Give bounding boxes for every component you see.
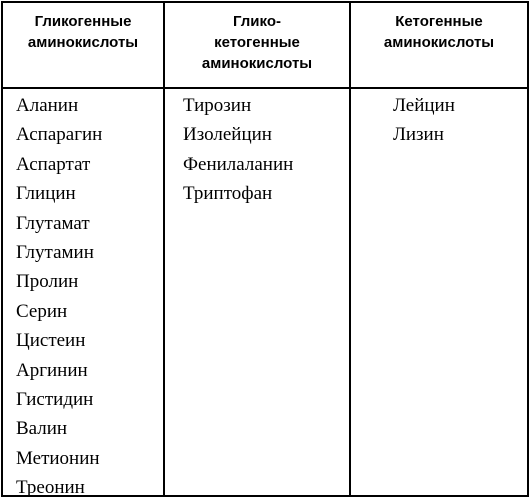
list-item: Гистидин (16, 389, 94, 411)
header-glucogenic (3, 11, 163, 53)
header-gluco-ketogenic-line-2: кетогенные (214, 34, 300, 51)
list-item: Аланин (16, 95, 79, 116)
list-item: Фенилаланин (183, 153, 294, 175)
header-gluco-ketogenic-line-3: аминокислоты (201, 55, 313, 72)
list-item: Изолейцин (183, 124, 272, 146)
column-divider-1 (163, 3, 165, 495)
list-item: Аспарагин (16, 124, 103, 146)
header-ketogenic (351, 11, 527, 53)
list-item: Глутамин (16, 242, 94, 264)
list-item: Валин (16, 418, 68, 440)
list-item: Лейцин (393, 95, 455, 116)
header-glucogenic-line-2: аминокислоты (27, 34, 139, 51)
header-gluco-ketogenic (165, 11, 349, 74)
list-item: Глицин (16, 183, 76, 205)
column-divider-2 (349, 3, 351, 495)
ketogenic-list (393, 91, 455, 150)
list-item: Аспартат (16, 153, 91, 175)
list-item: Тирозин (183, 95, 252, 116)
list-item: Метионин (16, 447, 100, 469)
header-ketogenic-line-1: Кетогенные (395, 13, 483, 30)
header-glucogenic-line-1: Гликогенные (34, 13, 132, 30)
header-gluco-ketogenic-line-1: Глико- (233, 13, 281, 30)
list-item: Серин (16, 300, 68, 322)
list-item: Треонин (16, 477, 85, 499)
list-item: Аргинин (16, 359, 88, 381)
list-item: Цистеин (16, 330, 86, 352)
glucogenic-list (16, 91, 102, 503)
list-item: Глутамат (16, 212, 90, 234)
gluco-ketogenic-list (183, 91, 293, 209)
header-divider (3, 87, 527, 89)
list-item: Лизин (393, 124, 444, 146)
amino-acid-table (1, 1, 529, 497)
list-item: Триптофан (183, 183, 273, 205)
header-ketogenic-line-2: аминокислоты (383, 34, 495, 51)
list-item: Пролин (16, 271, 79, 293)
